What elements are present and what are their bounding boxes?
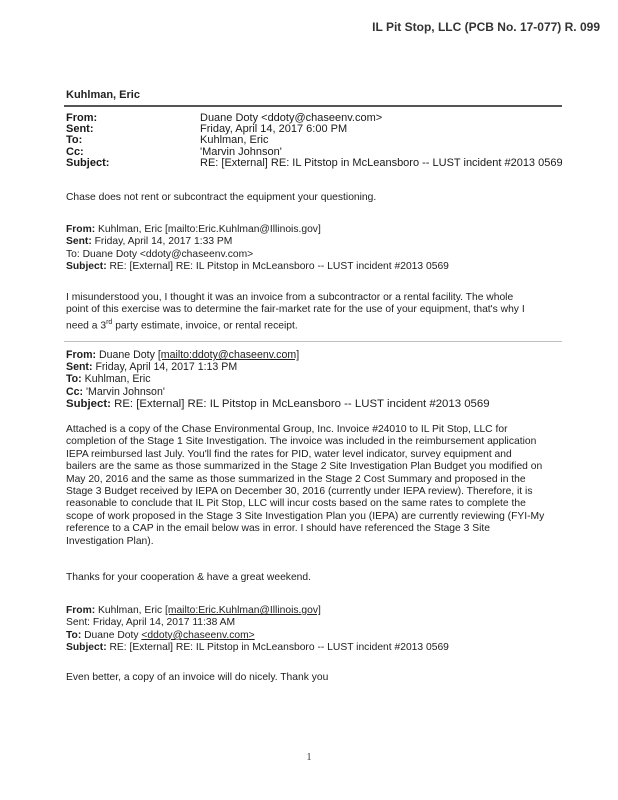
email3-to-line: [66, 373, 566, 385]
email3-body-line: reasonable to conclude that IL Pit Stop, LLC will incur costs based on the same rates to complete the: [66, 498, 526, 510]
email3-cc-line: [66, 386, 566, 398]
email3-from-label: From:: [66, 349, 97, 361]
email2-sent-value: Friday, April 14, 2017 1:33 PM: [94, 236, 233, 248]
to-label: To:: [66, 134, 83, 147]
sent-label: Sent:: [66, 123, 94, 136]
email2-from-label: From:: [66, 224, 96, 235]
email2-subject-label: Subject:: [66, 261, 107, 273]
email2-body-line3-a: need a 3: [66, 320, 107, 332]
reply-body: [66, 192, 566, 204]
email3-mailto-link[interactable]: [mailto:ddoty@chaseenv.com]: [157, 349, 300, 361]
email3-from-name: Duane Doty: [98, 349, 158, 361]
email2-to-value: Duane Doty <ddoty@chaseenv.com>: [82, 248, 254, 260]
email2-to-label: To:: [66, 248, 80, 260]
email2-body-line: [66, 317, 566, 333]
email4-from-label: From:: [66, 605, 96, 616]
from-label: From:: [66, 112, 98, 124]
email4-to-label: To:: [66, 629, 82, 641]
email2-sent-label: Sent:: [66, 236, 92, 248]
message-divider: [64, 341, 562, 342]
email4-to-link[interactable]: <ddoty@chaseenv.com>: [141, 629, 255, 641]
email3-to-value: Kuhlman, Eric: [84, 373, 151, 386]
email3-body-line: May 20, 2016 and the same as those summarized in the Stage 2 Cost Summary and proposed in the: [66, 473, 526, 485]
email3-body-line: reference to a CAP in the email below was in error. I should have referenced the Stage 3 Site: [66, 523, 490, 535]
mailbox-owner: Kuhlman, Eric: [66, 89, 140, 101]
sent-value: Friday, April 14, 2017 6:00 PM: [200, 124, 348, 136]
email2-body-line: point of this exercise was to determine the fair-market rate for the use of your equipment, that's why I: [66, 304, 525, 316]
email3-subject-value: RE: [External] RE: IL Pitstop in McLeansboro -- LUST incident #2013 0569: [114, 397, 490, 410]
email2-from-line: [66, 224, 566, 236]
email3-body: [66, 424, 566, 548]
email3-body-line: Attached is a copy of the Chase Environmental Group, Inc. Invoice #24010 to IL Pit Stop, LLC for: [66, 424, 508, 435]
reply-text: Chase does not rent or subcontract the equipment your questioning.: [66, 192, 377, 203]
quoted-email-3: [66, 349, 566, 410]
quoted-email-2: [66, 224, 566, 274]
cc-label: Cc:: [66, 145, 84, 158]
email2-body: [66, 292, 566, 333]
email3-closing: [66, 572, 566, 584]
email4-to-line: [66, 630, 566, 642]
email3-sent-label: Sent:: [66, 361, 93, 374]
email3-body-line: IEPA reimbursed last July. You'll find the rates for PID, water level indicator, survey equipment and: [66, 448, 512, 460]
email4-subject-label: Subject:: [66, 642, 107, 654]
header-cc-row: [66, 147, 566, 158]
email4-subject-line: [66, 642, 566, 654]
email2-body-superscript: rd: [106, 318, 113, 326]
email3-subject-line: [66, 398, 566, 410]
cc-value: 'Marvin Johnson': [200, 146, 282, 158]
email3-to-label: To:: [66, 373, 82, 386]
subject-label: Subject:: [66, 156, 110, 169]
email4-sent-value: Friday, April 14, 2017 11:38 AM: [92, 617, 236, 629]
email4-sent-line: [66, 617, 566, 629]
bates-stamp: IL Pit Stop, LLC (PCB No. 17-077) R. 099: [372, 20, 600, 34]
quoted-email-4: [66, 605, 566, 655]
email4-from-line: [66, 605, 566, 617]
email2-subject-line: [66, 261, 566, 273]
email4-body: [66, 672, 566, 684]
email3-sent-value: Friday, April 14, 2017 1:13 PM: [95, 361, 238, 374]
email3-cc-value: 'Marvin Johnson': [86, 385, 165, 398]
subject-value: RE: [External] RE: IL Pitstop in McLeansboro -- LUST incident #2013 0569: [200, 157, 563, 169]
page-number: 1: [306, 752, 312, 763]
email3-body-line: bailers are the same as those summarized in the Stage 2 Site Investigation Plan Budget you modified on: [66, 461, 543, 473]
email3-body-line: completion of the Stage 1 Site Investigation. The invoice was included in the reimbursement application: [66, 436, 537, 448]
email3-cc-label: Cc:: [66, 385, 84, 398]
email4-subject-value: RE: [External] RE: IL Pitstop in McLeansboro -- LUST incident #2013 0569: [109, 642, 449, 654]
email3-subject-label: Subject:: [66, 397, 111, 410]
message-header: [66, 113, 566, 169]
email4-sent-label: Sent:: [66, 617, 91, 629]
email2-from-value: Kuhlman, Eric [mailto:Eric.Kuhlman@Illinois.gov]: [98, 224, 321, 235]
email2-sent-line: [66, 236, 566, 248]
to-value: Kuhlman, Eric: [200, 135, 269, 147]
header-subject-row: [66, 158, 566, 169]
from-value: Duane Doty <ddoty@chaseenv.com>: [200, 113, 383, 124]
email2-body-line3-b: party estimate, invoice, or rental receipt.: [112, 320, 298, 332]
email4-from-name: Kuhlman, Eric: [98, 605, 166, 616]
header-from-row: [66, 113, 566, 124]
email4-to-name: Duane Doty: [84, 629, 142, 641]
email2-to-line: [66, 249, 566, 261]
email3-sent-line: [66, 361, 566, 373]
email3-body-line: Investigation Plan).: [66, 535, 154, 547]
email2-body-line: I misunderstood you, I thought it was an invoice from a subcontractor or a rental facility. The whole: [66, 292, 514, 303]
email3-body-line: scope of work proposed in the Stage 3 Site Investigation Plan you (IEPA) are currently reviewing (FYI-My: [66, 510, 545, 522]
header-to-row: [66, 135, 566, 146]
email3-from-line: [66, 349, 566, 361]
email3-body-line: Stage 3 Budget received by IEPA on December 30, 2016 (currently under IEPA review). Therefore, it is: [66, 486, 533, 498]
email2-subject-value: RE: [External] RE: IL Pitstop in McLeansboro -- LUST incident #2013 0569: [109, 261, 449, 273]
email4-body-text: Even better, a copy of an invoice will do nicely. Thank you: [66, 672, 329, 683]
header-divider: [64, 105, 562, 107]
email4-mailto-link[interactable]: [mailto:Eric.Kuhlman@Illinois.gov]: [165, 605, 321, 616]
closing-text: Thanks for your cooperation & have a great weekend.: [66, 572, 311, 583]
header-sent-row: [66, 124, 566, 135]
